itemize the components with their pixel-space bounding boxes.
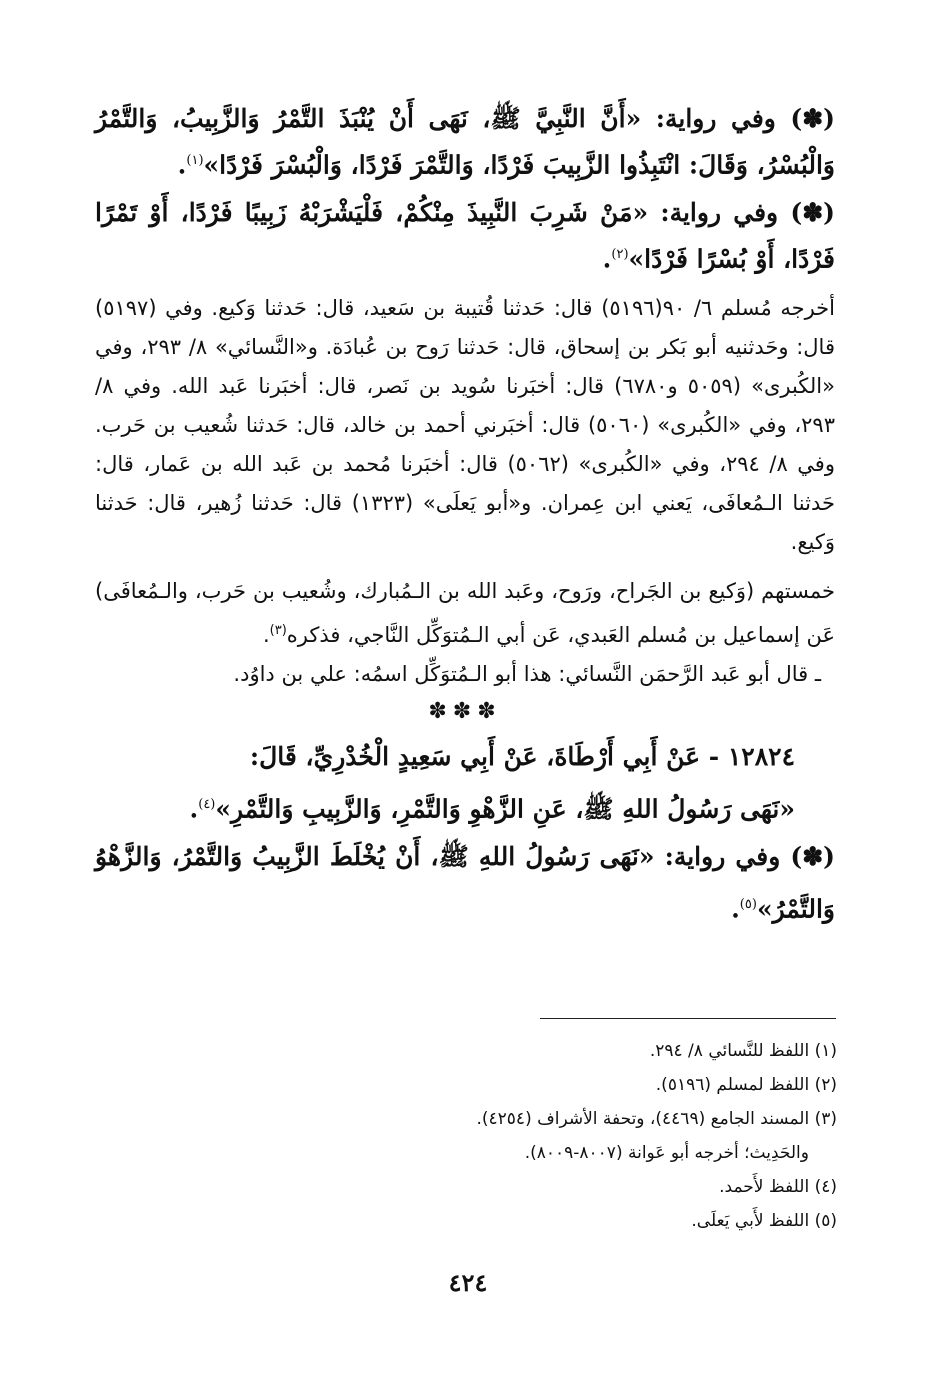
sources-text: خمستهم (وَكيع بن الجَراح، ورَوح، وعَبد الله بن الـمُبارك، وشُعيب بن حَرب، والـمُعافَى) عَن إسماعيل بن مُسلم العَبدي، عَن أبي الـمُتوَكِّل النَّاجي، فذكره (95, 578, 835, 647)
footnote-3: (٣) المسند الجامع (٤٤٦٩)، وتحفة الأشراف (٤٢٥٤). (476, 1109, 837, 1129)
footnote-ref-4: (٤) (198, 796, 216, 812)
hadith-text (95, 781, 835, 833)
footnote-ref-2: (٢) (611, 247, 629, 263)
footnote-ref-1: (١) (186, 153, 204, 168)
narration-1 (95, 98, 835, 186)
takhrij-paragraph: أخرجه مُسلم ٦/ ٩٠(٥١٩٦) قال: حَدثنا قُتيبة بن سَعيد، قال: حَدثنا وَكيع. وفي (٥١٩٧) قال: وحَدثنيه أبو بَكر بن إسحاق، قال: حَدثنا رَوح بن عُبادَة. و«النَّسائي» ٨/ ٢٩٣، وفي «الكُبرى» (٥٠٥٩ و٦٧٨٠) قال: أخبَرنا سُويد بن نَصر، قال: أخبَرنا عَبد الله. وفي ٨/ ٢٩٣، وفي «الكُبرى» (٥٠٦٠) قال: أخبَرني أحمد بن خالد، قال: حَدثنا شُعيب بن حَرب. وفي ٨/ ٢٩٤، وفي «الكُبرى» (٥٠٦٢) قال: أخبَرنا مُحمد بن عَبد الله بن عَمار، قال: حَدثنا الـمُعافَى، يَعني ابن عِمران. و«أبو يَعلَى» (١٣٢٣) قال: حَدثنا زُهير، قال: حَدثنا وَكيع. (95, 295, 835, 554)
footnote-3-continued: والحَدِيث؛ أخرجه أبو عَوانة (٨٠٠٧-٨٠٠٩). (524, 1143, 809, 1163)
hadith-text-body: «نَهَى رَسُولُ اللهِ ﷺ، عَنِ الزَّهْوِ وَالتَّمْرِ، وَالزَّبِيبِ وَالتَّمْرِ» (215, 793, 795, 823)
narration-3-text: (✽) وفي رواية: «نَهَى رَسُولُ اللهِ ﷺ، أَنْ يُخْلَطَ الزَّبِيبُ وَالتَّمْرُ، وَالزَّهْوُ وَالتَّمْرُ» (95, 841, 835, 924)
page-number: ٤٢٤ (448, 1268, 488, 1297)
footnote-ref-5: (٥) (739, 896, 757, 912)
narration-3-end: . (731, 894, 740, 924)
narration-3 (95, 833, 835, 933)
footnotes (95, 1034, 837, 1238)
footnote-1: (١) اللفظ للنَّسائي ٨/ ٢٩٤. (649, 1041, 837, 1061)
narration-2 (95, 192, 835, 280)
section-separator: ✽✽✽ (428, 698, 502, 724)
sources-end: . (262, 622, 270, 647)
narration-2-end: . (602, 244, 612, 274)
hadith-text-end: . (189, 793, 199, 823)
footnote-2: (٢) اللفظ لمسلم (٥١٩٦). (655, 1075, 837, 1095)
narration-1-text: (✽) وفي رواية: «أَنَّ النَّبِيَّ ﷺ، نَهَى أَنْ يُنْبَذَ التَّمْرُ وَالزَّبِيبُ، وَالتَّمْرُ وَالْبُسْرُ، وَقَالَ: انْتَبِذُوا الزَّبِيبَ فَرْدًا، وَالتَّمْرَ فَرْدًا، وَالْبُسْرَ فَرْدًا» (95, 104, 835, 180)
sources-paragraph (95, 572, 835, 655)
narration-2-text: (✽) وفي رواية: «مَنْ شَرِبَ النَّبِيذَ مِنْكُمْ، فَلْيَشْرَبْهُ زَبِيبًا فَرْدًا، أَوْ تَمْرًا فَرْدًا، أَوْ بُسْرًا فَرْدًا» (95, 198, 835, 274)
footnote-5: (٥) اللفظ لأَبي يَعلَى. (691, 1211, 837, 1231)
hadith-heading: ١٢٨٢٤ - عَنْ أَبِي أَرْطَاةَ، عَنْ أَبِي سَعِيدٍ الْخُدْرِيِّ، قَالَ: (249, 741, 795, 771)
footnote-4: (٤) اللفظ لأَحمد. (719, 1177, 837, 1197)
footnote-ref-3: (٣) (269, 622, 287, 638)
footnote-divider (540, 1018, 836, 1019)
narration-1-end: . (177, 150, 187, 180)
nasai-note: ـ قال أبو عَبد الرَّحمَن النَّسائي: هذا أبو الـمُتوَكِّل اسمُه: علي بن داوُد. (233, 661, 821, 686)
main-text (95, 98, 835, 933)
